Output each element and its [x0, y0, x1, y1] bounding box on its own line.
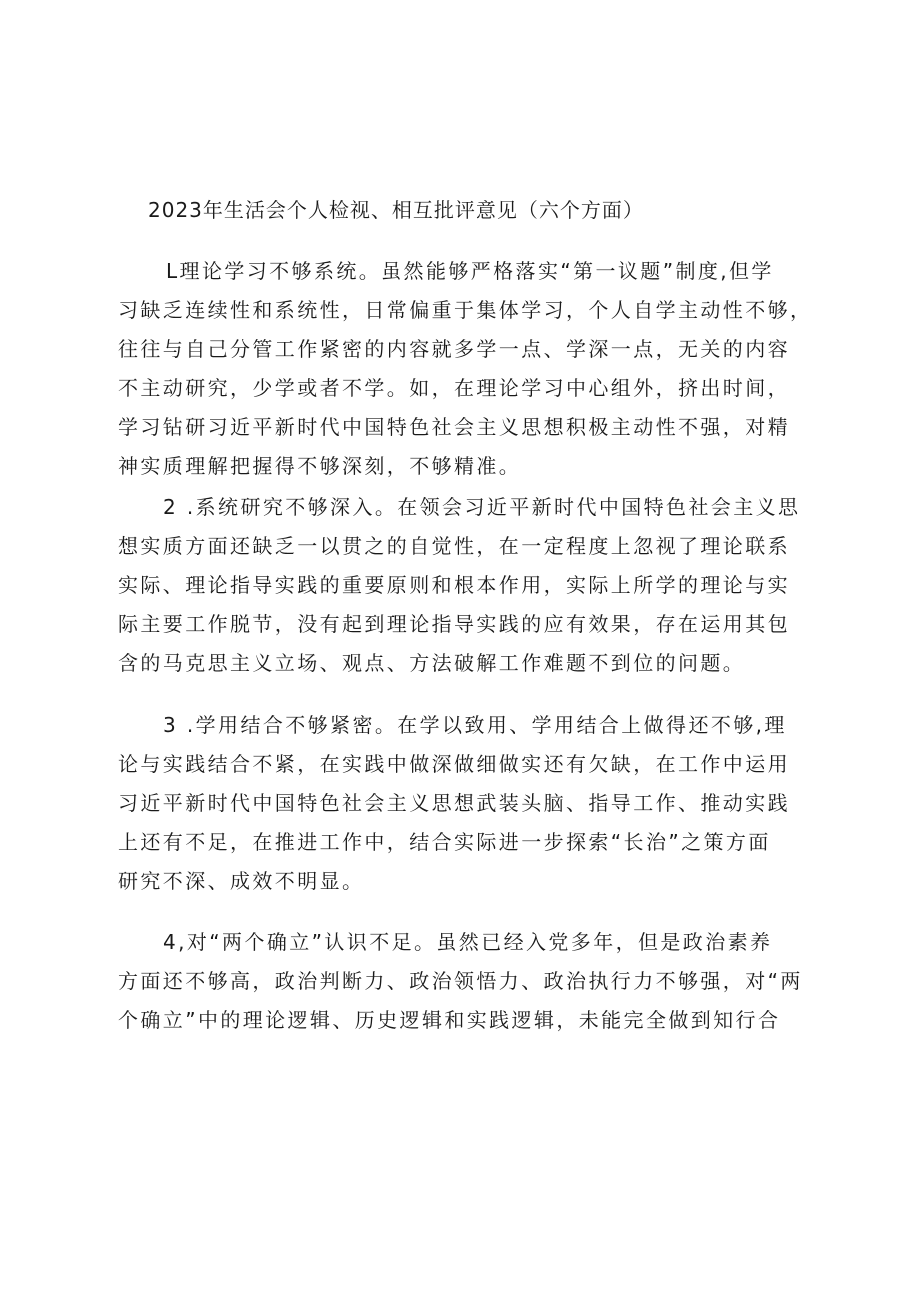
paragraph-3-line-3: 习近平新时代中国特色社会主义思想武装头脑、指导工作、推动实践 — [118, 791, 790, 815]
paragraph-2-line-2: 想实质方面还缺乏一以贯之的自觉性，在一定程度上忽视了理论联系 — [118, 534, 790, 558]
paragraph-4-line-3: 个确立”中的理论逻辑、历史逻辑和实践逻辑，未能完全做到知行合 — [118, 1008, 781, 1032]
paragraph-3-line-4: 上还有不足，在推进工作中，结合实际进一步探索“长治”之策方面 — [118, 830, 771, 854]
paragraph-1-line-4: 不主动研究，少学或者不学。如，在理论学习中心组外，挤出时间， — [118, 376, 790, 400]
paragraph-1-line-1: L理论学习不够系统。虽然能够严格落实“第一议题”制度,但学 — [166, 259, 774, 283]
paragraph-1-line-5: 学习钻研习近平新时代中国特色社会主义思想积极主动性不强，对精 — [118, 415, 790, 439]
paragraph-2-line-1: 2 .系统研究不够深入。在领会习近平新时代中国特色社会主义思 — [163, 495, 801, 519]
paragraph-2-line-5: 含的马克思主义立场、观点、方法破解工作难题不到位的问题。 — [118, 651, 746, 675]
paragraph-3-line-2: 论与实践结合不紧，在实践中做深做细做实还有欠缺，在工作中运用 — [118, 752, 790, 776]
paragraph-4-line-2: 方面还不够高，政治判断力、政治领悟力、政治执行力不够强，对“两 — [118, 969, 803, 993]
paragraph-3-line-1: 3 .学用结合不够紧密。在学以致用、学用结合上做得还不够,理 — [163, 713, 787, 737]
paragraph-2-line-3: 实际、理论指导实践的重要原则和根本作用，实际上所学的理论与实 — [118, 573, 790, 597]
paragraph-1-line-6: 神实质理解把握得不够深刻，不够精准。 — [118, 454, 522, 478]
paragraph-2-line-4: 际主要工作脱节，没有起到理论指导实践的应有效果，存在运用其包 — [118, 612, 790, 636]
paragraph-1-line-3: 往往与自己分管工作紧密的内容就多学一点、学深一点，无关的内容 — [118, 337, 790, 361]
paragraph-3-line-5: 研究不深、成效不明显。 — [118, 869, 365, 893]
paragraph-4-line-1: 4,对“两个确立”认识不足。虽然已经入党多年，但是政治素养 — [163, 930, 773, 954]
document-title: 2023年生活会个人检视、相互批评意见（六个方面） — [148, 198, 644, 222]
paragraph-1-line-2: 习缺乏连续性和系统性，日常偏重于集体学习，个人自学主动性不够， — [118, 298, 813, 322]
